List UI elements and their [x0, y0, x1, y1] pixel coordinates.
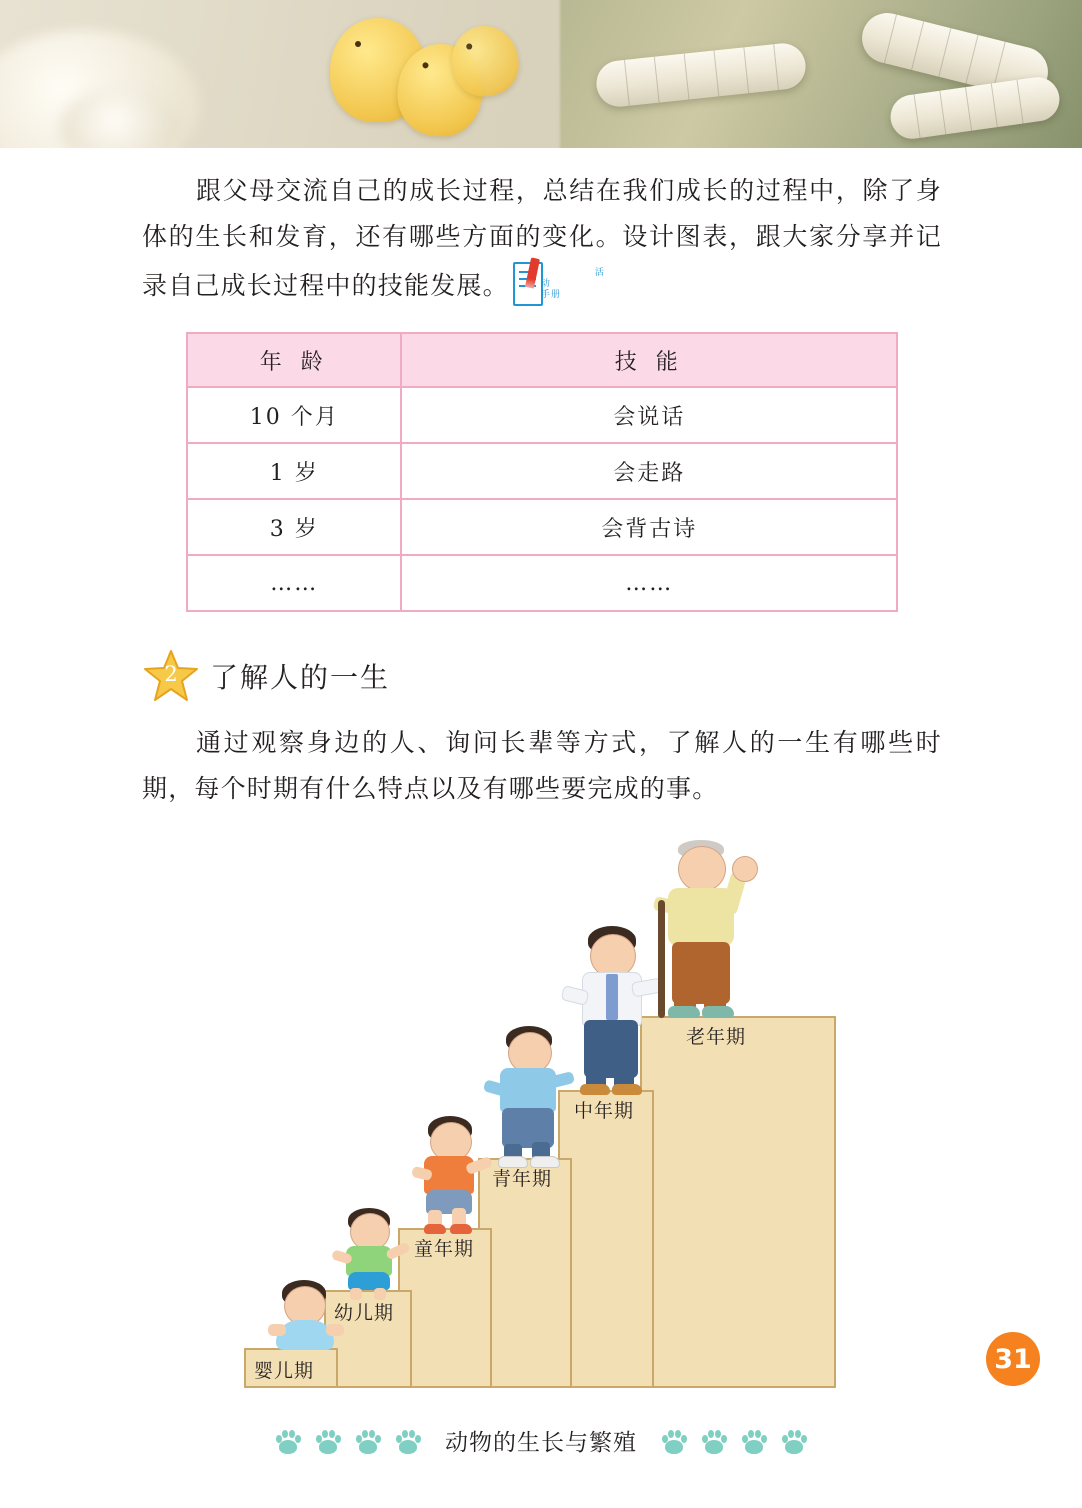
paw-icon: [395, 1428, 421, 1454]
table-cell-age: 10 个月: [187, 387, 401, 443]
stage-label-childhood: 童年期: [414, 1238, 475, 1260]
footer-title: 动物的生长与繁殖: [445, 1430, 637, 1456]
figure-middle-aged: [568, 926, 668, 1096]
intro-paragraph-text: 跟父母交流自己的成长过程，总结在我们成长的过程中，除了身体的生长和发育，还有哪些方面的变化。设计图表，跟大家分享并记录自己成长过程中的技能发展。: [142, 176, 942, 300]
table-cell-skill: 会说话: [401, 387, 897, 443]
activity-booklet-icon: [511, 260, 606, 304]
booklet-label-line1: 活动: [540, 268, 606, 289]
table-cell-skill: ……: [401, 555, 897, 611]
section-title: 了解人的一生: [210, 661, 391, 694]
stage-label-youth: 青年期: [492, 1168, 553, 1190]
paw-icon: [781, 1428, 807, 1454]
section-number: 2: [164, 662, 178, 686]
stage-label-toddler: 幼儿期: [334, 1302, 395, 1324]
paw-icon: [661, 1428, 687, 1454]
figure-elderly: [656, 840, 776, 1022]
skills-table: [186, 332, 898, 612]
table-row: [187, 499, 897, 555]
waving-hand: [732, 856, 758, 882]
table-row: [187, 387, 897, 443]
intro-paragraph: [142, 168, 942, 309]
stage-label-infant: 婴儿期: [254, 1360, 315, 1382]
stair-step-6: [640, 1016, 836, 1388]
page-number-badge: 31: [986, 1332, 1040, 1386]
table-cell-skill: 会走路: [401, 443, 897, 499]
section-paragraph: 通过观察身边的人、询问长辈等方式，了解人的一生有哪些时期，每个时期有什么特点以及有哪些要完成的事。: [142, 728, 942, 803]
paw-icon: [355, 1428, 381, 1454]
booklet-label-line2: 手册: [540, 290, 562, 300]
life-stages-illustration: [240, 828, 860, 1388]
table-row: [187, 555, 897, 611]
paw-icon: [275, 1428, 301, 1454]
stage-label-old-age: 老年期: [686, 1026, 747, 1048]
table-header-row: [187, 333, 897, 387]
paw-icon: [701, 1428, 727, 1454]
necktie: [606, 974, 618, 1020]
walking-cane-icon: [658, 900, 665, 1018]
table-cell-skill: 会背古诗: [401, 499, 897, 555]
paw-icon: [315, 1428, 341, 1454]
top-photo-banner: [0, 0, 1082, 148]
table-cell-age: 3 岁: [187, 499, 401, 555]
paw-icon: [741, 1428, 767, 1454]
table-cell-age: 1 岁: [187, 443, 401, 499]
figure-toddler: [336, 1208, 416, 1300]
page-footer: [0, 1424, 1082, 1457]
table-header-age: 年 龄: [187, 333, 401, 387]
star-badge-icon: [142, 648, 200, 704]
figure-child: [412, 1116, 500, 1234]
section-heading: [142, 648, 390, 704]
table-cell-age: ……: [187, 555, 401, 611]
table-header-skill: 技 能: [401, 333, 897, 387]
table-row: [187, 443, 897, 499]
stage-label-middle-age: 中年期: [574, 1100, 635, 1122]
